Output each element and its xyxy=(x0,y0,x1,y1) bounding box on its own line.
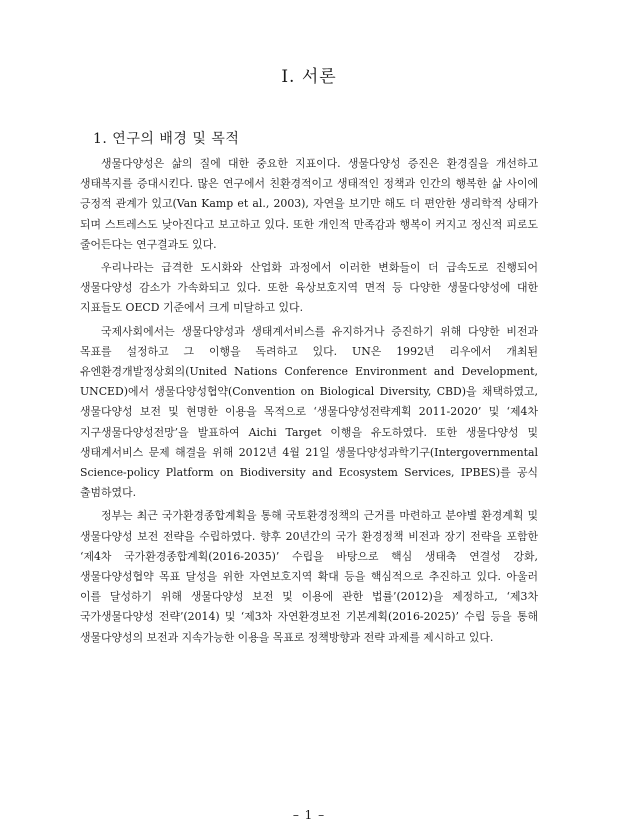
paragraph-government-policy: 정부는 최근 국가환경종합계획을 통해 국토환경정책의 근거를 마련하고 분야별 환경계획 및 생물다양성 보전 전략을 수립하였다. 향후 20년간의 국가 환경정책 비전과 장기 전략을 포함한 ‘제4차 국가환경종합계획(2016-2035)’ 수립을 바탕으로 핵심 생태축 연결성 강화, 생물다양성협약 목표 달성을 위한 자연보호지역 확대 등을 핵심적으로 추진하고 있다. 아울러 이를 달성하기 위해 생물다양성 보전 및 이용에 관한 법률’(2012)을 제정하고, ‘제3차 국가생물다양성 전략’(2014) 및 ‘제3차 자연환경보전 기본계획(2016-2025)’ 수립 등을 통해 생물다양성의 보전과 지속가능한 이용을 목표로 정책방향과 전략 과제를 제시하고 있다. xyxy=(80,509,538,644)
chapter-title: Ⅰ. 서론 xyxy=(281,67,337,87)
body-text xyxy=(80,154,538,651)
paragraph-korea-decline: 우리나라는 급격한 도시화와 산업화 과정에서 이러한 변화들이 더 급속도로 진행되어 생물다양성 감소가 가속화되고 있다. 또한 육상보호지역 면적 등 다양한 생물다양성에 대한 지표들도 OECD 기준에서 크게 미달하고 있다. xyxy=(80,261,538,315)
page-number: – 1 – xyxy=(292,808,326,822)
paragraph-international-efforts: 국제사회에서는 생물다양성과 생태계서비스를 유지하거나 증진하기 위해 다양한 비전과 목표를 설정하고 그 이행을 독려하고 있다. UN은 1992년 리우에서 개최된 유엔환경개발정상회의(United Nations Conference Environment and Development, UNCED)에서 생물다양성협약(Convention on Biological Diversity, CBD)을 채택하였고, 생물다양성 보전 및 현명한 이용을 목적으로 ‘생물다양성전략계획 2011-2020’ 및 ‘제4차 지구생물다양성전망’을 발표하여 Aichi Target 이행을 유도하였다. 또한 생물다양성 및 생태계서비스 문제 해결을 위해 2012년 4월 21일 생물다양성과학기구(Intergovernmental Science-policy Platform on Biodiversity and Ecosystem Services, IPBES)를 공식 출범하였다. xyxy=(80,324,538,500)
paragraph-biodiversity-importance: 생물다양성은 삶의 질에 대한 중요한 지표이다. 생물다양성 증진은 환경질을 개선하고 생태복지를 증대시킨다. 많은 연구에서 친환경적이고 생태적인 정책과 인간의 행복한 삶 사이에 긍정적 관계가 있고(Van Kamp et al., 2003), 자연을 보기만 해도 더 편안한 생리학적 상태가 되며 스트레스도 낮아진다고 보고하고 있다. 또한 개인적 만족감과 행복이 커지고 정신적 피로도 줄어든다는 연구결과도 있다. xyxy=(80,157,538,251)
section-title: 1. 연구의 배경 및 목적 xyxy=(93,131,240,147)
